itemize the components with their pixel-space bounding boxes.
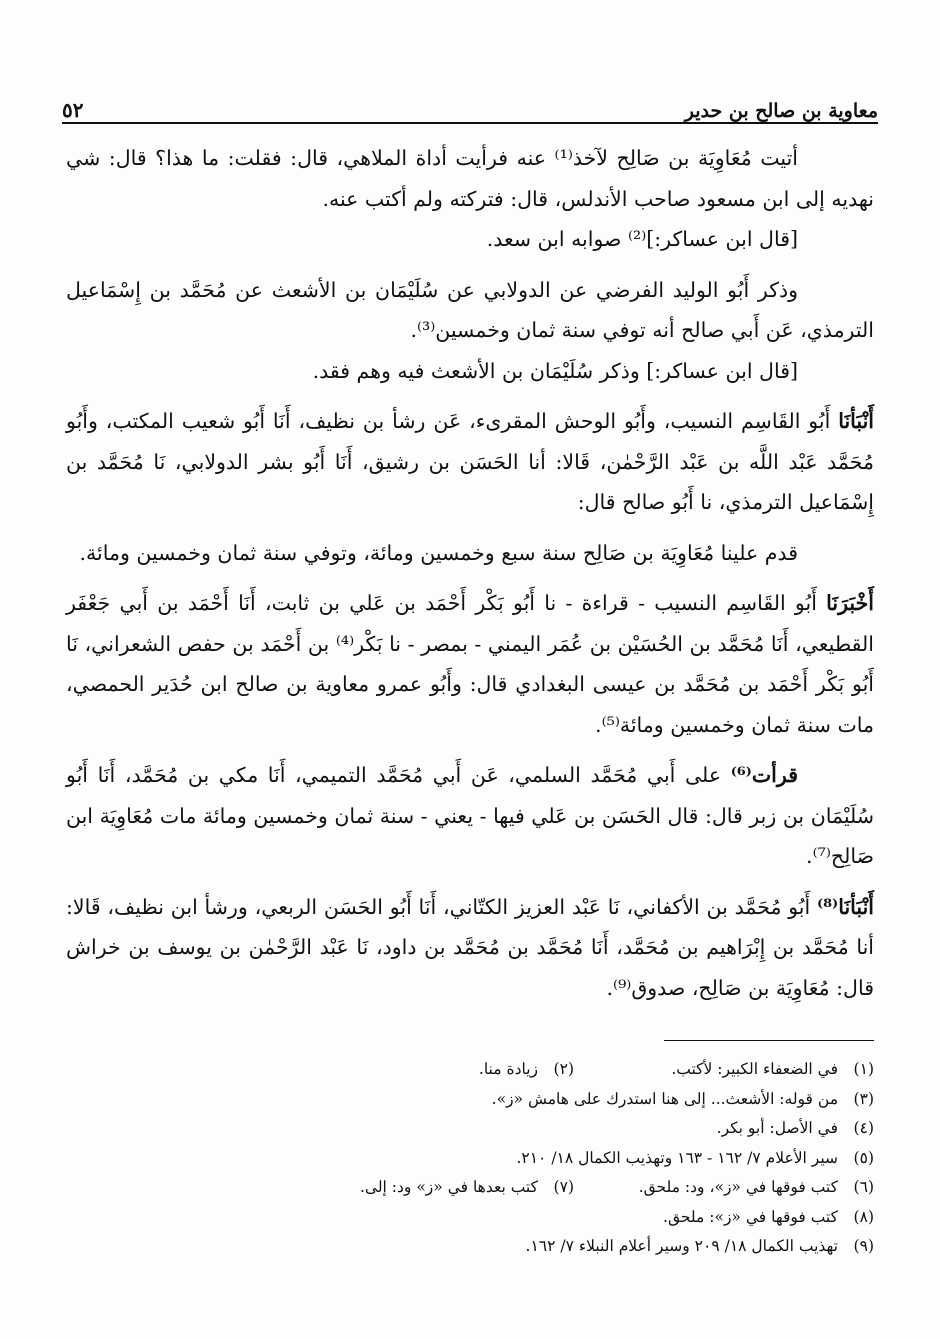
footnote-text: في الضعفاء الكبير: لأكتب. (671, 1060, 838, 1078)
footnote-number: (٨) (853, 1207, 874, 1226)
footnote-text: في الأصل: أبو بكر. (716, 1119, 838, 1137)
footnote-7 (360, 1173, 574, 1203)
paragraph-7-text: أَبُو القَاسِم النسيب - قراءة - نا أَبُو بَكْر أَحْمَد بن عَلي بن ثابت، أَنَا أَحْمَد بن أَبي جَعْفَر القطيعي، أَنَا مُحَمَّد بن الحُسَيْن بن عُمَر اليمني - بمصر - نا بَكْر⁽⁴⁾ بن أَحْمَد بن حفص الشعراني، نَا أَبُو بَكْر أَحْمَد بن مُحَمَّد بن عيسى البغدادي قال: وأَبُو عمرو معاوية بن صالح ابن حُدَير الحمصي، مات سنة ثمان وخمسين ومائة⁽⁵⁾. (66, 591, 874, 737)
header-rule (62, 122, 878, 124)
footnote-number: (٩) (853, 1237, 874, 1255)
footnote-number: (٦) (853, 1178, 874, 1196)
footnote-number: (١) (853, 1060, 874, 1078)
footnote-1 (574, 1055, 874, 1085)
paragraph-6: قدم علينا مُعَاوِيَة بن صَالِح سنة سبع وخمسين ومائة، وتوفي سنة ثمان وخمسين ومائة. (79, 540, 798, 565)
footnote-number: (٥) (853, 1148, 874, 1167)
footnote-number: (٤) (853, 1119, 874, 1137)
paragraph-5-lead: أَنْبَأنَا (838, 409, 874, 433)
paragraph-8 (66, 755, 874, 877)
paragraph-8-lead: قرأت⁽⁶⁾ (730, 763, 798, 787)
footnote-row (66, 1055, 874, 1085)
paragraph-1: أتيت مُعَاوِيَة بن صَالِح لآخذ⁽¹⁾ عنه فرأيت أداة الملاهي، قال: فقلت: ما هذا؟ قال: شي نهديه إلى ابن مسعود صاحب الأندلس، قال: فتركته ولم أكتب عنه. (66, 146, 874, 211)
running-title: معاوية بن صالح بن حدير (684, 100, 878, 122)
paragraph-2: [قال ابن عساكر:]⁽²⁾ صوابه ابن سعد. (486, 227, 798, 251)
paragraph-4: [قال ابن عساكر:] وذكر سُلَيْمَان بن الأشعث فيه وهم فقد. (312, 358, 798, 383)
footnote-number: (٧) (553, 1178, 574, 1196)
footnotes (66, 1055, 874, 1262)
paragraph-7-lead: أَخْبَرَنَا (826, 591, 874, 615)
footnote-4 (66, 1114, 874, 1144)
footnote-text: زيادة منا. (478, 1060, 538, 1078)
paragraph-9 (66, 887, 874, 1009)
paragraph-8-text: على أَبي مُحَمَّد السلمي، عَن أَبي مُحَمَّد التميمي، أَنَا مكي بن مُحَمَّد، أَنَا أَبُو سُلَيْمَان بن زبر قال: قال الحَسَن بن عَلي فيها - يعني - سنة ثمان وخمسين ومائة مات مُعَاوِيَة ابن صَالِح⁽⁷⁾. (66, 763, 874, 868)
paragraph-5 (66, 401, 874, 523)
footnote-text: تهذيب الكمال ١٨/ ٢٠٩ وسير أعلام النبلاء ٧/ ١٦٢. (525, 1237, 838, 1255)
footnote-9 (66, 1232, 874, 1262)
page-number: ٥٢ (62, 98, 84, 122)
footnote-text: كتب فوقها في «ز»، ود: ملحق. (638, 1178, 838, 1196)
footnote-rule (664, 1040, 874, 1041)
footnote-text: من قوله: الأشعث... إلى هنا استدرك على هامش «ز». (491, 1089, 838, 1108)
page-header (62, 72, 878, 122)
footnote-number: (٢) (553, 1060, 574, 1078)
footnote-8 (66, 1203, 874, 1233)
main-text (66, 138, 874, 1008)
paragraph-9-lead: أَنْبَأنَا⁽⁸⁾ (817, 894, 874, 919)
footnote-6 (574, 1173, 874, 1203)
footnote-text: كتب فوقها في «ز»: ملحق. (663, 1207, 838, 1226)
footnote-2 (479, 1055, 574, 1085)
footnote-text: سير الأعلام ٧/ ١٦٢ - ١٦٣ وتهذيب الكمال ١٨/ ٢١٠. (516, 1148, 838, 1167)
footnote-5 (66, 1144, 874, 1174)
footnote-number: (٣) (853, 1089, 874, 1108)
footnote-text: كتب بعدها في «ز» ود: إلى. (359, 1178, 538, 1196)
paragraph-3: وذكر أَبُو الوليد الفرضي عن الدولابي عن سُلَيْمَان بن الأشعث عن مُحَمَّد بن إِسْمَاعيل الترمذي، عَن أَبي صالح أنه توفي سنة ثمان وخمسين⁽³⁾. (66, 277, 874, 342)
paragraph-5-text: أَبُو القَاسِم النسيب، وأَبُو الوحش المقرىء، عَن رشأ بن نظيف، أَنَا أَبُو شعيب المكتب، وأَبُو مُحَمَّد عَبْد اللَّه بن عَبْد الرَّحْمٰن، قَالا: أنا الحَسَن بن رشيق، أَنَا أَبُو بشر الدولابي، نَا مُحَمَّد بن إِسْمَاعيل الترمذي، نا أَبُو صالح قال: (66, 409, 874, 514)
footnote-3 (66, 1085, 874, 1115)
footnote-row (66, 1173, 874, 1203)
paragraph-7 (66, 583, 874, 745)
paragraph-9-text: أَبُو مُحَمَّد بن الأكفاني، نَا عَبْد العزيز الكتّاني، أَنَا أَبُو الحَسَن الربعي، ورشأ ابن نظيف، قَالا: أنا مُحَمَّد بن إِبْرَاهيم بن مُحَمَّد، أَنَا مُحَمَّد بن مُحَمَّد بن داود، نَا عَبْد الرَّحْمٰن بن يوسف بن خراش قال: مُعَاوِيَة بن صَالِح، صدوق⁽⁹⁾. (66, 894, 874, 1000)
